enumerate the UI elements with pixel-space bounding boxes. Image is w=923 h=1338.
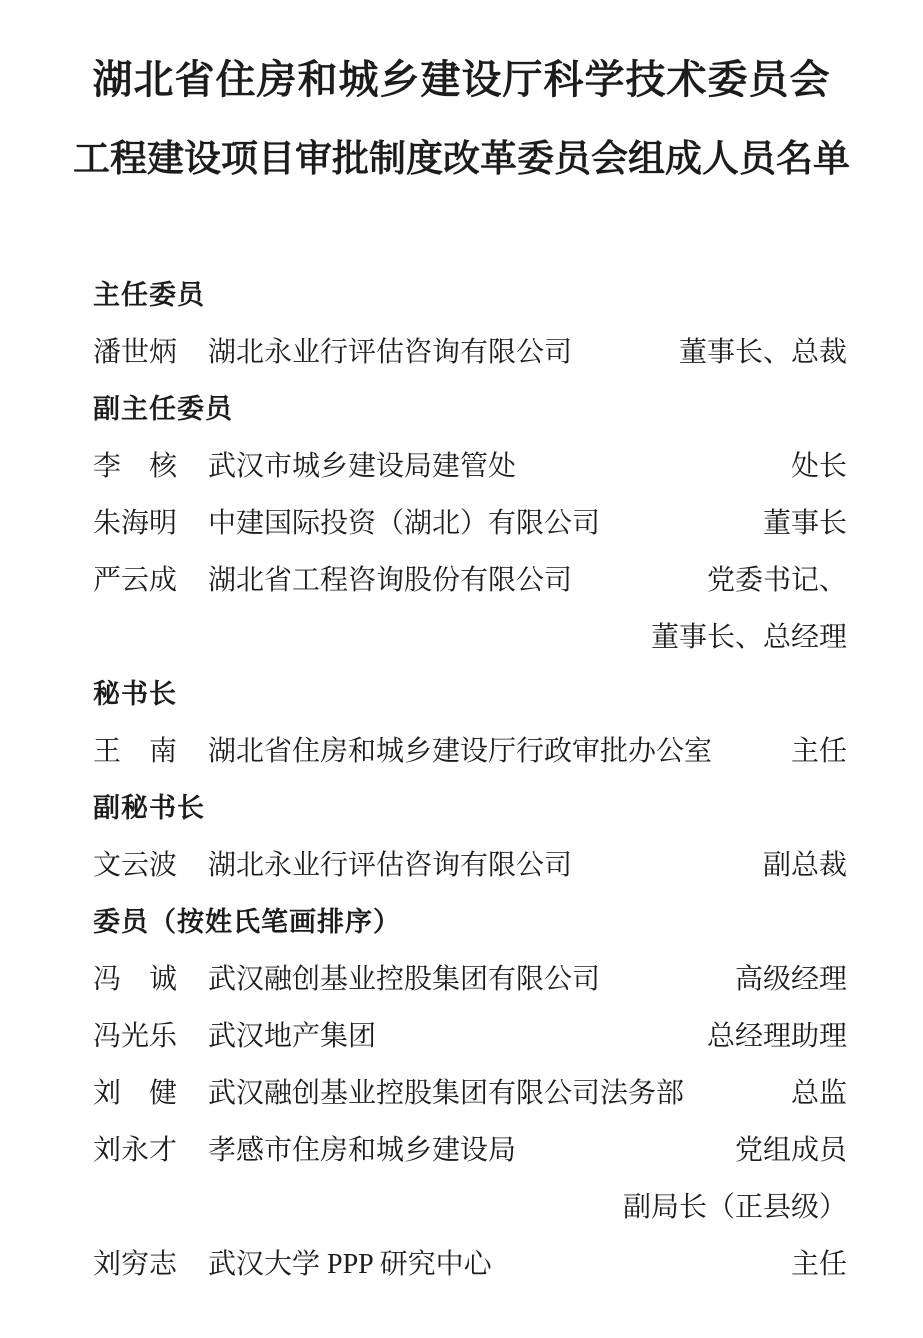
member-role: 高级经理 [734,964,847,995]
member-name: 冯 诚 [93,964,178,995]
member-row [93,1122,847,1179]
member-role-continuation [93,609,847,666]
member-name: 潘世炳 [93,337,178,368]
member-row [93,324,847,381]
member-org: 武汉地产集团 [208,1021,377,1052]
member-name: 刘穷志 [93,1249,178,1280]
document-title [0,38,923,198]
member-name: 刘永才 [93,1135,178,1166]
member-row [93,1008,847,1065]
member-role: 总经理助理 [706,1021,847,1052]
member-role: 党组成员 [734,1135,847,1166]
section-heading-vice-chairman: 副主任委员 [93,394,233,424]
section-heading-deputy-secretary-general: 副秘书长 [93,793,205,823]
member-role: 副局长（正县级） [622,1192,847,1223]
member-name: 文云波 [93,850,178,881]
member-org: 武汉大学 PPP 研究中心 [208,1249,492,1280]
section-heading-chairman: 主任委员 [93,280,205,310]
member-role: 党委书记、 [706,565,847,596]
member-org: 武汉融创基业控股集团有限公司 [208,964,601,995]
member-name: 王 南 [93,736,178,767]
page-title-line-1: 湖北省住房和城乡建设厅科学技术委员会 [92,57,831,102]
member-row [93,723,847,780]
member-roster [0,267,923,1293]
member-org: 湖北省住房和城乡建设厅行政审批办公室 [208,736,713,767]
member-name: 严云成 [93,565,178,596]
member-name: 冯光乐 [93,1021,178,1052]
member-org: 湖北永业行评估咨询有限公司 [208,850,573,881]
member-org: 孝感市住房和城乡建设局 [208,1135,517,1166]
member-org: 湖北永业行评估咨询有限公司 [208,337,573,368]
member-role: 董事长 [762,508,847,539]
member-role: 总监 [790,1078,847,1109]
member-name: 朱海明 [93,508,178,539]
member-role: 处长 [790,451,847,482]
member-role: 董事长、总裁 [678,337,847,368]
member-name: 李 核 [93,451,178,482]
section-heading-members: 委员（按姓氏笔画排序） [93,907,401,937]
member-row [93,837,847,894]
member-row [93,438,847,495]
member-org: 中建国际投资（湖北）有限公司 [208,508,601,539]
section-heading-secretary-general: 秘书长 [93,679,177,709]
member-org: 武汉融创基业控股集团有限公司法务部 [208,1078,685,1109]
member-row [93,552,847,609]
member-role-continuation [93,1179,847,1236]
member-row [93,495,847,552]
member-role: 主任 [790,736,847,767]
member-row [93,1065,847,1122]
member-role: 主任 [790,1249,847,1280]
member-row [93,1236,847,1293]
page-title-line-2: 工程建设项目审批制度改革委员会组成人员名单 [73,139,850,180]
member-org: 湖北省工程咨询股份有限公司 [208,565,573,596]
member-row [93,951,847,1008]
member-role: 副总裁 [762,850,847,881]
member-role: 董事长、总经理 [650,622,847,653]
member-org: 武汉市城乡建设局建管处 [208,451,517,482]
member-name: 刘 健 [93,1078,178,1109]
